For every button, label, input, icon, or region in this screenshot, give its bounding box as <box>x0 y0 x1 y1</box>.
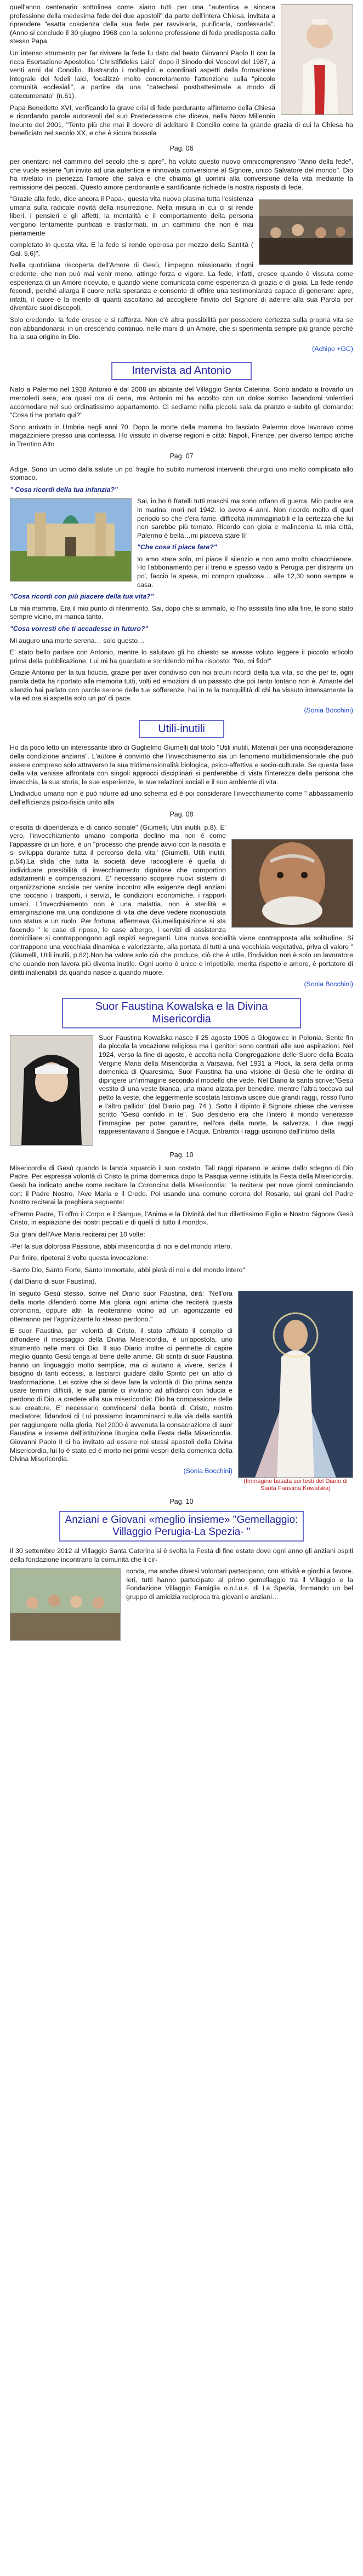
article-intervista <box>0 386 363 715</box>
article-anno-fede-part1 <box>0 0 363 152</box>
page-number: Pag. 10 <box>169 1151 194 1159</box>
paragraph: Papa Benedetto XVI, verificando la grave crisi di fede perdurante all'interno della Chiesa e ricordando parole autorevoli del suo Predecessore che diceva, nella Novo Millennio Ineunte del 2001, "Tento più che mai il dovere di additare il Concilio come la grande grazia di cui la Chiesa ha beneficiato nel secolo XX, e che è sicura bussola <box>10 104 353 137</box>
paragraph: Mi auguro una morte serena… solo questo… <box>10 636 145 645</box>
signature: (Sonia Bocchini) <box>304 980 353 988</box>
signature: (Sonia Bocchini) <box>183 1467 232 1475</box>
paragraph: Il 30 settembre 2012 al Villaggio Santa Caterina si è svolta la Festa di fine estate dove ogni anno gli anziani ospiti della fondazione incontrano la comunità che li cir- <box>10 1546 353 1563</box>
palermo-cathedral-icon <box>10 499 131 581</box>
palermo-photo <box>10 498 132 582</box>
paragraph: completato in questa vita. E la fede si rende operosa per mezzo della Santità ( Gal. 5,6)". <box>10 241 253 257</box>
paragraph: La mia mamma. Era il mio punto di riferimento. Sai, dopo che si ammalò, io l'ho assistita fino alla fine, le sono stato sempre vicino, mi manca tanto. <box>10 604 353 621</box>
section-heading-gemellaggio: Anziani e Giovani «meglio insieme» "Gemellaggio: Villaggio Perugia-La Spezia- " <box>59 1511 304 1542</box>
paragraph: Nella quotidiana riscoperta dell'Amore di Gesù, l'impegno missionario d'ogni credente, che non può mai venir meno, attinge forza e vigore. La fede, infatti, cresce quando è vissuta come esperienza di un Amore ricevuto, e quando viene comunicata come esperienza di grazia e di gioia. La fede rende fecondi, perché allarga il cuore nella speranza e consente di offrire una testimonianza capace di generare: apre, infatti, il cuore e la mente di quanti ascoltano ad accogliere l'invito del Signore di aderire alla sua Parola per diventare suoi discepoli. <box>10 261 353 312</box>
group-people-icon <box>10 1569 120 1640</box>
paragraph: Adige. Sono un uomo dalla salute un po' fragile ho subito numerosi interventi chirurgici uno molto complicato allo stomaco. <box>10 465 353 482</box>
paragraph: E suor Faustina, per volontà di Cristo, il stato affidato il compito di diffondere il messaggio della Divina Misericordia, è un'apostola, uno strumento nelle mani di Dio. Il suo Diario inoltre ci permette di capire meglio quanto Gesù tenga al bene delle anime. Gli scritti di suor Faustina hanno un linguaggio molto semplice, ma ci aiutano a vivere, senza il bisogno di tanti eccessi, a lasciarci guidare dallo Spirito per un atto di trasformazione. Lei scrive che si deve fare la volontà di Dio prima senza usare termini difficili, le sue parole ci invitano ad affidarci con fiducia e perdono di Dio, a credere alla sua misericordia: Dio ha compassione delle sue creature. E' necessario convincersi della bontà di Cristo, nostro mediatore; fidandosi di Lui possiamo incamminarci sulla via della santità per raggiungere nella gloria. Nel 2000 è avvenuta la consacrazione di suor Faustina e insieme dell'istituzione liturgica della Festa della Misericordia. Giovanni Paolo II ci ha invitato ad essere noi stessi apostoli della Divina Misericordia, lui lo è stato ed è morto nei primi vespri della domenica della Divina Misericordia. <box>10 1327 232 1463</box>
paragraph: Sono arrivato in Umbria negli anni 70. Dopo la morte della mamma ho lasciato Palermo dove lavoravo come magazziniere presso una contessa. Ho vissuto in diverse regioni e città: Napoli, Firenze, per diverso tempo anche in Trentino Alto <box>10 423 353 448</box>
article-utili-inutili <box>0 744 363 992</box>
paragraph: Sai, io ho 6 fratelli tutti maschi ma sono orfano di guerra. Mio padre era in marina, morì nel 1942. Io avevo 4 anni. Non ricordo molto di quel periodo so che c'era fame, difficoltà inimmaginabili e la certezza che lui non sarebbe più tornato. Ricordo con gioia e malinconia la mia città, Palermo è bella…mi piaceva stare lì! <box>137 497 353 539</box>
paragraph: Solo credendo, la fede cresce e si rafforza. Non c'è altra possibilità per possedere certezza sulla propria vita se non abbandonarsi, in un crescendo continuo, nelle mani di un Amore, che si sperimenta sempre più grande perché ha la sua origine in Dio. <box>10 316 353 341</box>
paragraph: Ho da poco letto un interessante libro di Guglielmo Giumelli dal titolo "Utili inutili. Materiali per una riconsiderazione della condizione anziana". L'autore è convinto che l'invecchiamento sia un fenomeno multidimensionale che può essere compreso solo attraverso la sua tridimensionalità biologica, psico-affettiva e socio-culturale. Se questa fase della vita venisse affrontata con singoli approcci disciplinari si perderebbe di vista l'interezza della persona che invecchia, la sua storia, le sue esperienze, le sue relazioni sociali e il suo ambiente di vita. <box>10 744 353 786</box>
paragraph: per orientarci nel cammino del secolo che si apre", ha voluto questo nuovo omnicomprensivo "Anno della fede", che vuole essere "un invito ad una autentica e rinnovata conversione al Signore, unico Salvatore del mondo". Dio ha rivelato in pienezza l'amore che salva e che chiama gli uomini alla conversione della vita mediante la remissione dei peccati. Questo amore perdonante e santificante richiede la nostra risposta di fede. <box>10 157 353 191</box>
page-number: Pag. 08 <box>169 810 194 818</box>
section-heading-intervista: Intervista ad Antonio <box>111 362 252 380</box>
paragraph: "Grazie alla fede, dice ancora il Papa-, questa vita nuova plasma tutta l'esistenza umana sulla radicale novità della risurrezione. Nella misura in cui ci si rende liberi, i pensieri e gli affetti, la mentalità e il comportamento della persona vengono lentamente purificati e trasformati, in un cammino che non è mai pienamente <box>10 195 253 237</box>
prayer-text: -Santo Dio, Santo Forte, Santo Immortale, abbi pietà di noi e del mondo intero" <box>10 1266 245 1274</box>
paragraph: E' stato bello parlare con Antonio, mentre lo salutavo gli ho chiesto se avesse voluto leggere il piccolo articolo prima della pubblicazione. Lui mi ha guardato e sorridendo mi ha risposto: "No, mi fido!" <box>10 648 353 665</box>
question: "Cosa vorresti che ti accadesse in futuro?" <box>10 625 149 633</box>
signature: (Achipe +GC) <box>312 344 353 353</box>
paragraph: Un intenso strumento per far rivivere la fede fu dato dal beato Giovanni Paolo II con la ricca Esortazione Apostolica "Christifideles Laici" dopo il Sinodo dei Vescovi del 1987, a venti anni dal Concilio. Illustrando i molteplici e coordinati aspetti della formazione integrale dei fedeli laici, focalizzò molto concretamente l'attenzione sulla "piccole comunità ecclesiali", a partire da una "catechesi postbattesimale a modo di catecumenato" (n.61). <box>10 49 275 100</box>
question: "Cosa ricordi con più piacere della tua vita?" <box>10 593 154 601</box>
page-number: Pag. 06 <box>169 144 194 152</box>
divine-mercy-image <box>238 1291 353 1478</box>
elderly-man-photo <box>231 839 353 928</box>
section-heading-suor-faustina: Suor Faustina Kowalska e la Divina Misericordia <box>62 998 301 1028</box>
group-photo <box>10 1568 121 1641</box>
page-number: Pag. 10 <box>169 1497 194 1505</box>
image-caption: (Immagine basata sui testi del Diario di Santa Faustina Kowalska) <box>243 1477 348 1492</box>
article-gemellaggio <box>0 1547 363 1643</box>
paragraph: In seguito Gesù stesso, scrive nel Diario suor Faustina, dirà: "Nell'ora della morte difenderò come Mia gloria ogni anima che reciterà questa coroncina, oppure altri la reciteranno vicino ad un agonizzante ed otterranno per l'agonizzante lo stesso perdono." <box>10 1289 232 1323</box>
paragraph: Suor Faustina Kowalska nasce il 25 agosto 1905 a Głogowiec in Polonia. Sente fin da piccola la vocazione religiosa ma i genitori sono contrari alle sue aspirazioni. Nel 1924, verso la fine di agosto, è accolta nella Congregazione delle Suore della Beata Vergine Maria della Misericordia a Varsavia. Nel 1931 a Płock, la sera della prima domenica di Quaresima, Suor Faustina ha una visione di Gesù che le ordina di dipingere un'immagine secondo il modello che vede. Nel Diario la santa scrive:"Gesù vestito di una veste bianca, una mano alzata per benedire, mentre l'altra toccava sul petto la veste, che leggermente scostata lasciava uscire due grandi raggi, rosso l'uno e l'altro pallido" (dal Diario pag. 74 ). Sotto il dipinto il Signore chiese che venisse scritto "Gesù confido in te". Suo desiderio era che l'intero il mondo venerasse l'immagine per poter garantire, nell'ora della morte, la salvezza. I due raggi rappresentavano il Sangue e l'Acqua. Entrambi i raggi uscirono dall'intimo della <box>99 1033 353 1136</box>
divine-mercy-icon <box>239 1291 353 1477</box>
prayer-text: «Eterno Padre, Ti offro il Corpo e il Sangue, l'Anima e la Divinità del tuo dilettissimo Figlio e Nostro Signore Gesù Cristo, in espiazione dei nostri peccati e di quelli di tutto il mondo». <box>10 1210 353 1227</box>
paragraph: L'individuo umano non è può ridurre ad uno schema ed è poi considerare l'invecchiamento come " abbassamento dell'efficienza psico-fisica unito alla <box>10 790 353 806</box>
faustina-photo <box>10 1035 93 1146</box>
intro-paragraph: quell'anno centenario sottolinea come siano tutti per una "autentica e sincera professione della medesima fede dei due apostoli" da parte dell'intera Chiesa, invitata a riprendere "esatta coscienza della sua fede per ravvisarla, purificarla, confessarla". (Anno si conclude il 30 giugno 1968 con la solenne professione di fede predisposta dallo stesso Papa. <box>10 3 275 45</box>
question: "Che cosa ti piace fare?" <box>137 543 217 551</box>
paragraph: Misericordia di Gesù quando la lancia squarciò il suo costato. Tali raggi riparano le anime dallo sdegno di Dio Padre. Per espressa volontà di Cristo la prima domenica dopo la Pasqua venne istituita la Festa della Misericordia. Gesù ha indicato anche come recitare la Coroncina della Misericordia: "la reciterai per nove giorni cominciando con: il Padre Nostro, l'Ave Maria e il Credo. Poi usando una comune corona del Rosario, sui grani del Padre Nostro reciterai la preghiera seguente: <box>10 1164 353 1206</box>
paragraph: Grazie Antonio per la tua fiducia, grazie per aver condiviso con noi alcuni ricordi della tua vita, so che per te, ogni parola detta ha riportato alla memoria tutti, volti ed emozioni di un passato che poi tanto lontano non è. Amante del silenzio hai parlato con parole serene delle tue sofferenze, hai in te la tranquillità di chi ha vissuto intensamente la vita ed ora si aspetta solo un po' di pace. <box>10 669 353 703</box>
paragraph: crescita di dipendenza e di carico sociale" (Giumelli, Utili inutili, p.8). E' vero, l'invecchiamento umano comporta declino ma non è come l'appassire di un fiore, è un "processo che prende avvio con la nascita e si sviluppa durante tutta il percorso della vita" (Giumelli, Utili inutili, p.54).La sfida che tutta la società deve raccogliere è quella di individuare possibilità di invecchiamento dignitose che comportino adattamenti e compensazioni. E' necessario scoprire nuovi sistemi di organizzazione sociale per venire incontro alle esigenze degli anziani che toccano i trasporti, i servizi, le condizioni economiche, i rapporti umani. L'invecchiamento non è una malattia, non è sterilità e emarginazione ma una condizione di vita che deve vedere riconosciuta uno status e un ruolo. Per fortuna, affermava Giumelliquisizione si sta facendo " le case di riposo, le case albergo, i servizi di assistenza domiciliare si contrappongono agli ospizi segreganti. Una nuova socialità viene contrapposta alla solitudine. Si contrappone una vecchiaia dinamica e valorizzante, alla portata di tutti a una vecchiaia vegetativa, priva di valore " (Giumelli, Utili inutili, p.82).Non ha valore solo ciò che produce, ciò che è utile, l'individuo non è solo un lavoratore che quando non lavora più diventa inutile. Ogni uomo è unico e irripetibile, merita rispetto e amore, è portatore di diritti inalienabili da quando nasce a quando muore. <box>10 823 353 976</box>
crowd-scene-icon <box>259 200 353 264</box>
paragraph: Io amo stare solo, mi piace il silenzio e non amo molto chiacchierare. Ho l'abbonamento per il treno e spesso vado a Perugia per distrarmi un po', faccio la spesa, mi compro qualcosa… alle 12,30 sono sempre a casa. <box>137 555 353 589</box>
nun-portrait-icon <box>10 1036 93 1145</box>
article-suor-faustina <box>0 1034 363 1505</box>
prayer-text: Sui grani dell'Ave Maria reciterai per 10 volte: <box>10 1230 145 1238</box>
pope-photo <box>281 4 353 115</box>
elderly-man-icon <box>232 840 353 927</box>
article-anno-fede-part2 <box>0 158 363 357</box>
prayer-text: -Per la sua dolorosa Passione, abbi misericordia di noi e del mondo intero. <box>10 1242 232 1250</box>
paragraph: conda, ma anche diversi volontari partecipano, con attività e giochi a favore. Ieri, tutti hanno partecipato al primo gemellaggio tra il Villaggio e la Fondazione Villaggio Famiglia o.n.l.u.s. di La Spezia, formando un bel gruppo di amicizia reciproca tra giovani e anziani… <box>126 1567 353 1601</box>
page-number: Pag. 07 <box>169 452 194 460</box>
prayer-text: ( dal Diario di suor Faustina). <box>10 1278 97 1286</box>
signature: (Sonia Bocchini) <box>304 706 353 714</box>
section-heading-utili-inutili: Utili-inutili <box>139 720 224 738</box>
question: " Cosa ricordi della tua infanzia?" <box>10 485 118 493</box>
pope-figure-icon <box>281 5 353 114</box>
crowd-photo <box>259 199 353 265</box>
prayer-text: Per finire, ripeterai 3 volte questa invocazione: <box>10 1254 149 1262</box>
paragraph: Nato a Palermo nel 1938 Antonio è dal 2008 un abitante del Villaggio Santa Caterina. Sono andato a trovarlo un mercoledì sera, era quasi ora di cena, ma Antonio mi ha accolto con un dolce sorriso facendomi volentieri accomodare nel suo ordinatissimo appartamento. Ci sediamo nella piccola sala da pranzo e subito gli domando: "Cosa ti ha portato qui?" <box>10 386 353 419</box>
divine-mercy-figure <box>238 1291 353 1492</box>
